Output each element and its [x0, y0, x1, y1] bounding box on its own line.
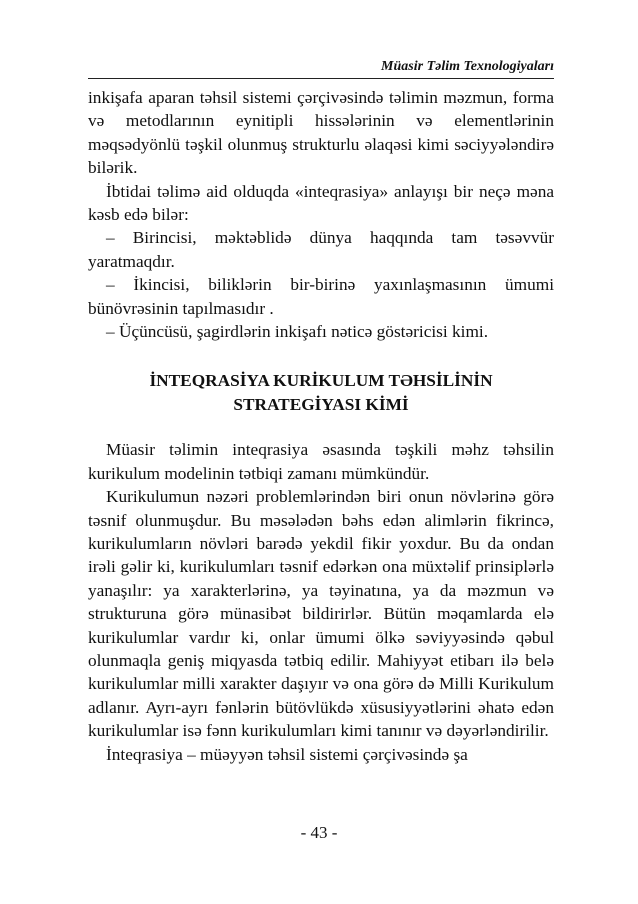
section-heading-line: STRATEGİYASI KİMİ	[233, 394, 409, 414]
list-item: – İkincisi, biliklərin bir-birinə yaxınlaşmasının ümumi bünövrəsinin tapılmasıdır .	[88, 275, 554, 318]
paragraph: Kurikulumun nəzəri problemlərindən biri onun növlərinə görə təsnif olunmuşdur. Bu məsələdən bəhs edən alimlərin fikrincə, kurikulumların növləri barədə yekdil fikir yoxdur. Bu da ondan irəli gəlir ki, kurikulumları təsnif edərkən ona müxtəlif prinsiplərlə yanaşılır: ya xarakterlərinə, ya təyinatına, ya da məzmun və strukturuna görə münasibət bildirirlər. Bütün məqamlarda elə kurikulumlar vardır ki, onlar ümumi ölkə səviyyəsində qəbul olunmaqla geniş miqyasda tətbiq edilir. Mahiyyət etibarı ilə belə kurikulumlar milli xarakter daşıyır və ona görə də Milli Kurikulum adlanır. Ayrı-ayrı fənlərin bütövlükdə xüsusiyyətlərini əhatə edən kurikulumlar isə fənn kurikulumları kimi tanınır və dəyərləndirilir.	[88, 487, 554, 741]
paragraph: Müasir təlimin inteqrasiya əsasında təşkili məhz təhsilin kurikulum modelinin tətbiqi zamanı mümkündür.	[88, 440, 554, 483]
paragraph: İnteqrasiya – müəyyən təhsil sistemi çərçivəsində şa	[106, 744, 468, 764]
list-item: – Üçüncüsü, şagirdlərin inkişafı nəticə göstəricisi kimi.	[106, 322, 489, 342]
section-heading	[88, 369, 554, 416]
paragraph: inkişafa aparan təhsil sistemi çərçivəsində təlimin məzmun, forma və metodlarının eynitipli hissələrinin və elementlərinin məqsədyönlü təşkil olunmuş strukturlu əlaqəsi kimi səciyyələndirə bilərik.	[88, 88, 554, 178]
running-header-title: Müasir Təlim Texnologiyaları	[381, 59, 554, 74]
page-number: - 43 -	[300, 823, 338, 842]
page-body	[88, 86, 554, 766]
section-heading-line: İNTEQRASİYA KURİKULUM TƏHSİLİNİN	[149, 371, 493, 391]
list-item: – Birincisi, məktəblidə dünya haqqında tam təsəvvür yaratmaqdır.	[88, 228, 554, 271]
paragraph: İbtidai təlimə aid olduqda «inteqrasiya» anlayışı bir neçə məna kəsb edə bilər:	[88, 181, 554, 225]
running-header	[88, 56, 554, 79]
